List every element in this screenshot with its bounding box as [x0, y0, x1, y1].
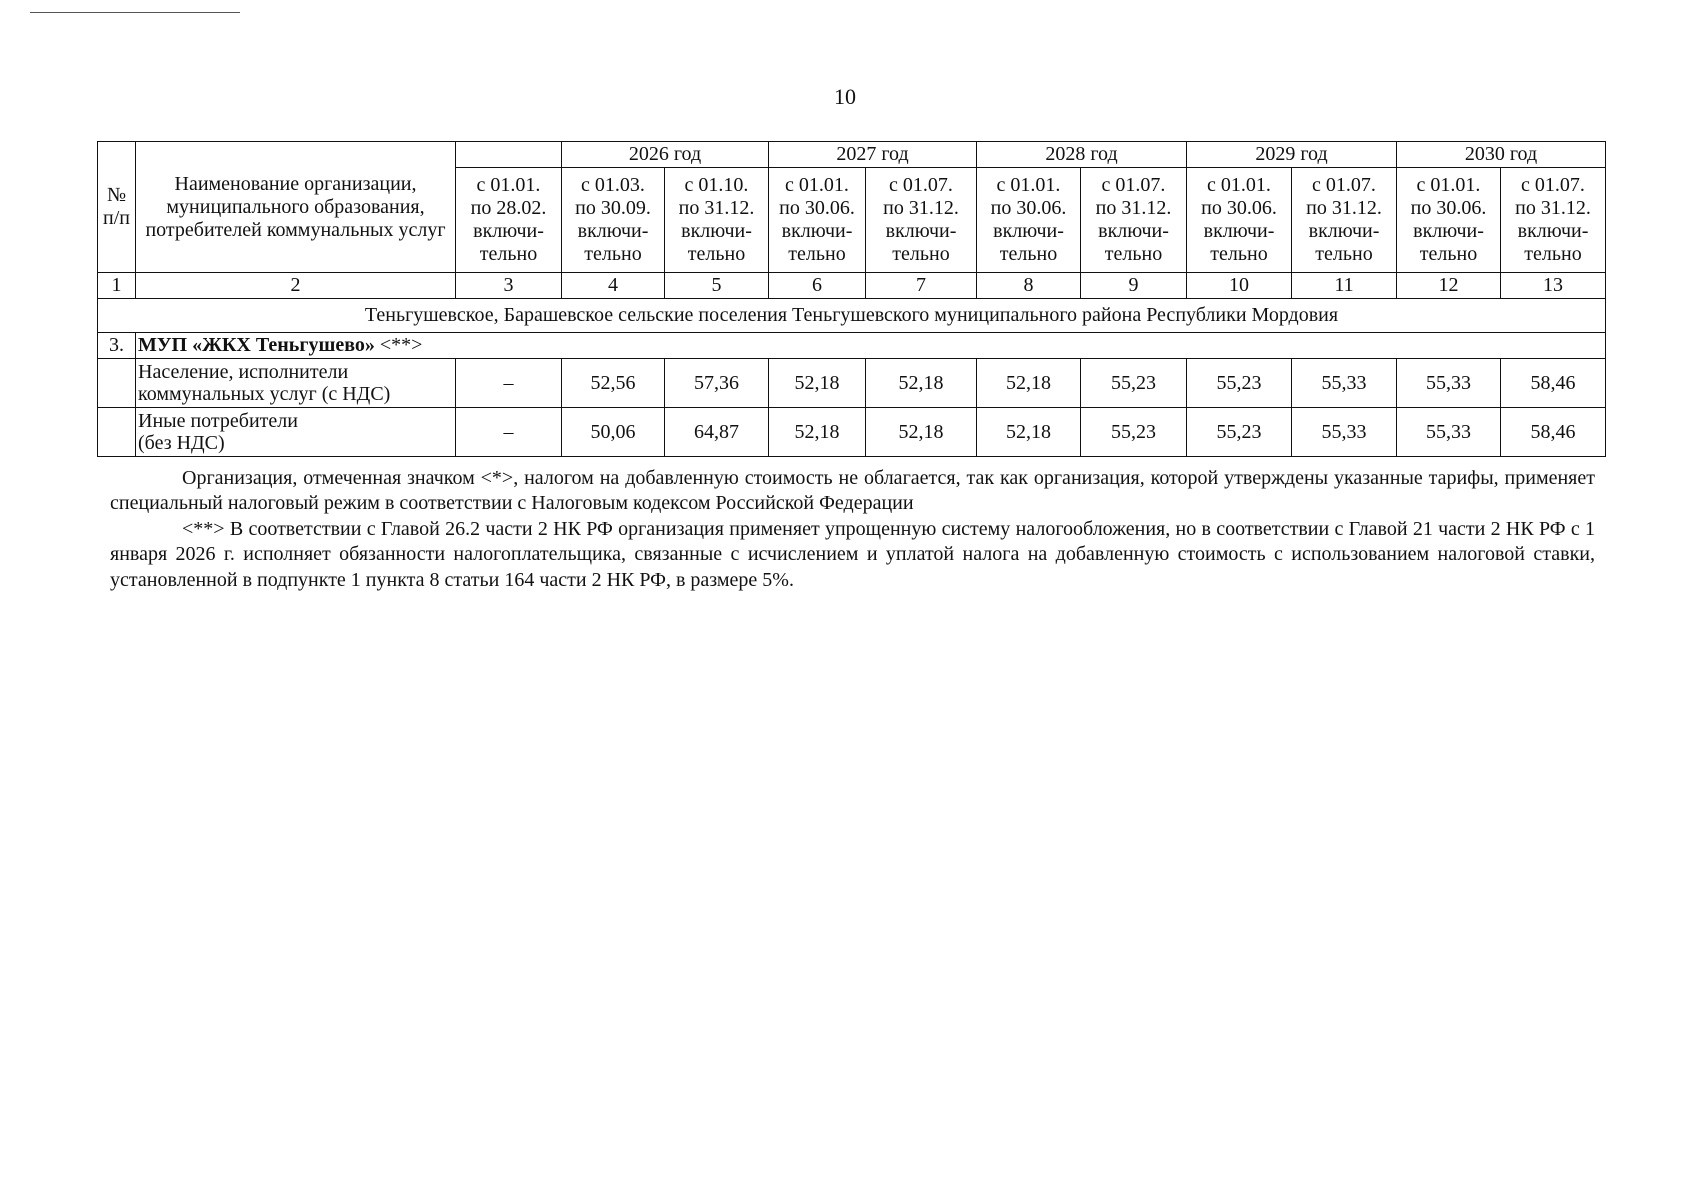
period-header: с 01.03. по 30.09. включи- тельно — [562, 168, 665, 273]
footnote-double-mark: <**> В соответствии с Главой 26.2 части 2 НК РФ организация применяет упрощенную систему налогообложения, но в соответствии с Главой 21 части 2 НК РФ с 1 января 2026 г. исполняет обязанности налогоплательщика, связанные с исчислением и уплатой налога на добавленную стоимость с использованием налоговой ставки, установленной в подпункте 1 пункта 8 статьи 164 части 2 НК РФ, в размере 5%. — [110, 517, 1595, 591]
tariff-value: 64,87 — [665, 408, 769, 457]
tariff-value: 55,23 — [1081, 359, 1187, 408]
tariff-value: 50,06 — [562, 408, 665, 457]
period-header: с 01.07. по 31.12. включи- тельно — [866, 168, 977, 273]
table-row — [98, 408, 1606, 457]
column-number: 9 — [1081, 273, 1187, 299]
period-header: с 01.01. по 30.06. включи- тельно — [769, 168, 866, 273]
tariff-value: 52,18 — [769, 359, 866, 408]
column-number: 12 — [1397, 273, 1501, 299]
organization-row — [98, 333, 1606, 359]
column-number: 6 — [769, 273, 866, 299]
header-year-2029: 2029 год — [1187, 142, 1397, 168]
header-year-2026: 2026 год — [562, 142, 769, 168]
region-title: Теньгушевское, Барашевское сельские поселения Теньгушевского муниципального района Республики Мордовия — [98, 299, 1606, 333]
period-header: с 01.01. по 30.06. включи- тельно — [1397, 168, 1501, 273]
tariff-value: 55,33 — [1397, 359, 1501, 408]
column-number: 5 — [665, 273, 769, 299]
column-number: 7 — [866, 273, 977, 299]
period-header: с 01.07. по 31.12. включи- тельно — [1501, 168, 1606, 273]
period-header: с 01.10. по 31.12. включи- тельно — [665, 168, 769, 273]
organization-name: МУП «ЖКХ Теньгушево» — [138, 334, 375, 356]
header-name-label: Наименование организации, муниципального образования, потребителей коммунальных услуг — [136, 142, 456, 273]
period-header: с 01.01. по 30.06. включи- тельно — [977, 168, 1081, 273]
column-number: 3 — [456, 273, 562, 299]
column-number: 10 — [1187, 273, 1292, 299]
tariff-value: 52,18 — [977, 359, 1081, 408]
organization-mark: <**> — [374, 334, 423, 356]
column-number: 11 — [1292, 273, 1397, 299]
tariff-value: 52,18 — [866, 359, 977, 408]
page-number: 10 — [834, 84, 856, 109]
organization-number: 3. — [98, 333, 136, 359]
header-year-2030: 2030 год — [1397, 142, 1606, 168]
header-year-2028: 2028 год — [977, 142, 1187, 168]
period-header: с 01.07. по 31.12. включи- тельно — [1081, 168, 1187, 273]
column-number: 8 — [977, 273, 1081, 299]
tariff-value: 55,23 — [1081, 408, 1187, 457]
tariff-value: 52,56 — [562, 359, 665, 408]
tariff-value: 58,46 — [1501, 408, 1606, 457]
tariff-value: – — [456, 359, 562, 408]
footnote-single-mark: Организация, отмеченная значком <*>, налогом на добавленную стоимость не облагается, так как организация, которой утверждены указанные тарифы, применяет специальный налоговый режим в соответствии с Налоговым кодексом Российской Федерации — [110, 467, 1595, 515]
period-header: с 01.01. по 28.02. включи- тельно — [456, 168, 562, 273]
header-year-2027: 2027 год — [769, 142, 977, 168]
region-row — [98, 299, 1606, 333]
footnotes — [110, 466, 1595, 593]
tariff-table — [97, 141, 1606, 457]
header-row-years — [98, 142, 1606, 168]
column-number: 1 — [98, 273, 136, 299]
consumer-name: Иные потребители (без НДС) — [136, 408, 456, 457]
consumer-name: Население, исполнители коммунальных услуг (с НДС) — [136, 359, 456, 408]
top-rule — [30, 12, 240, 13]
tariff-value: 55,33 — [1397, 408, 1501, 457]
organization-cell — [136, 333, 1606, 359]
tariff-value: 55,33 — [1292, 359, 1397, 408]
period-header: с 01.01. по 30.06. включи- тельно — [1187, 168, 1292, 273]
tariff-value: 55,23 — [1187, 408, 1292, 457]
tariff-value: – — [456, 408, 562, 457]
column-number: 4 — [562, 273, 665, 299]
row-number-cell — [98, 359, 136, 408]
period-header: с 01.07. по 31.12. включи- тельно — [1292, 168, 1397, 273]
column-number: 13 — [1501, 273, 1606, 299]
header-number-label: № п/п — [98, 142, 136, 273]
column-number: 2 — [136, 273, 456, 299]
header-empty-cell — [456, 142, 562, 168]
tariff-value: 52,18 — [977, 408, 1081, 457]
tariff-value: 52,18 — [769, 408, 866, 457]
tariff-value: 52,18 — [866, 408, 977, 457]
column-numbers-row — [98, 273, 1606, 299]
tariff-value: 57,36 — [665, 359, 769, 408]
tariff-value: 58,46 — [1501, 359, 1606, 408]
table-row — [98, 359, 1606, 408]
tariff-value: 55,33 — [1292, 408, 1397, 457]
tariff-value: 55,23 — [1187, 359, 1292, 408]
row-number-cell — [98, 408, 136, 457]
